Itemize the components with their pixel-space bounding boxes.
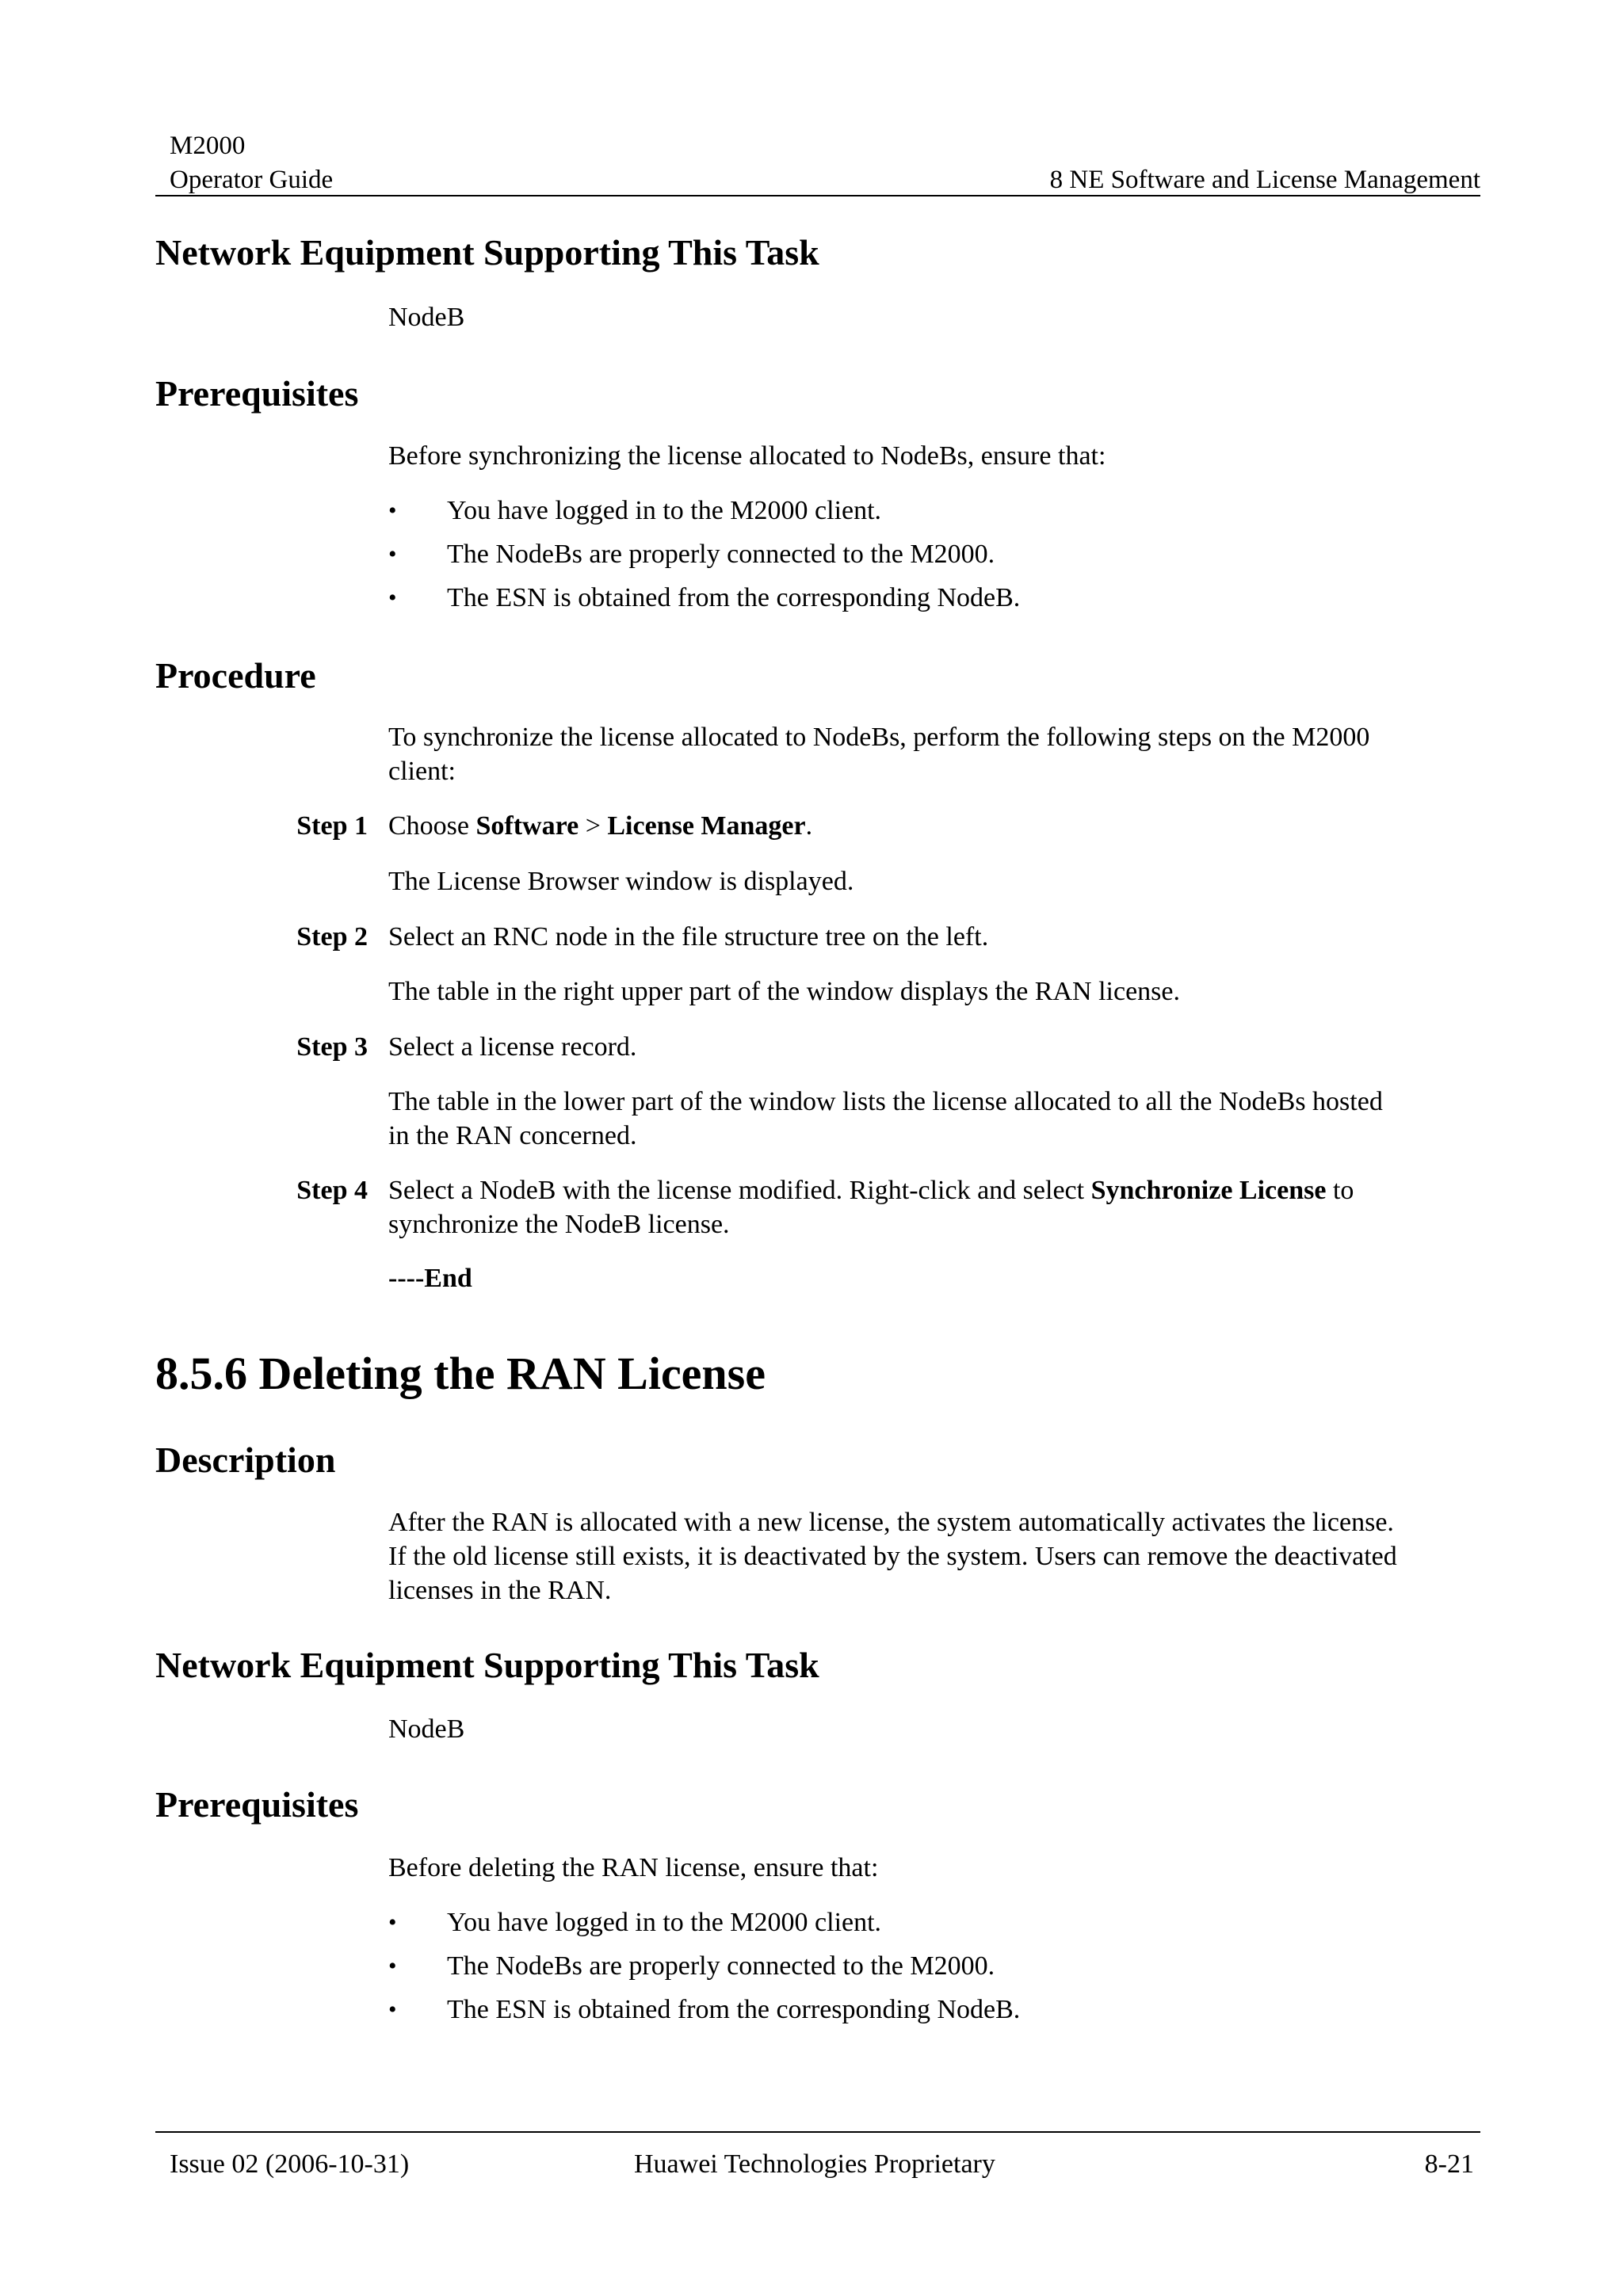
procedure-intro-line2: client: xyxy=(388,757,456,786)
footer-proprietary: Huawei Technologies Proprietary xyxy=(634,2149,995,2179)
end-marker: ----End xyxy=(388,1264,472,1293)
bullet-icon: • xyxy=(388,541,397,567)
step-4-line2: synchronize the NodeB license. xyxy=(388,1210,730,1239)
header-doc-title: Operator Guide xyxy=(170,166,334,194)
procedure-intro-line1: To synchronize the license allocated to NodeBs, perform the following steps on the M2000 xyxy=(388,723,1370,752)
heading-prerequisites: Prerequisites xyxy=(155,1784,359,1825)
step-3-result-line2: in the RAN concerned. xyxy=(388,1121,637,1150)
list-item-text: The ESN is obtained from the corresponding NodeB. xyxy=(447,583,1021,612)
header-product: M2000 xyxy=(170,132,246,160)
step-2-text: Select an RNC node in the file structure tree on the left. xyxy=(388,922,989,952)
step-label: Step 1 xyxy=(296,811,368,841)
footer-rule xyxy=(155,2131,1480,2133)
footer-issue: Issue 02 (2006-10-31) xyxy=(170,2149,410,2179)
list-item-text: You have logged in to the M2000 client. xyxy=(447,1908,882,1937)
header-rule xyxy=(155,195,1480,196)
list-item-text: The NodeBs are properly connected to the M2000. xyxy=(447,540,995,569)
network-equipment-value: NodeB xyxy=(388,1714,465,1744)
heading-description: Description xyxy=(155,1440,336,1480)
bullet-icon: • xyxy=(388,1909,397,1936)
step-text-suffix: to xyxy=(1326,1176,1354,1205)
bullet-icon: • xyxy=(388,1953,397,1979)
heading-prerequisites: Prerequisites xyxy=(155,373,359,414)
section-title: 8.5.6 Deleting the RAN License xyxy=(155,1348,766,1399)
heading-procedure: Procedure xyxy=(155,655,316,696)
step-text: Select a NodeB with the license modified. Right-click and select xyxy=(388,1176,1091,1205)
list-item-text: You have logged in to the M2000 client. xyxy=(447,496,882,525)
prereq-intro: Before deleting the RAN license, ensure that: xyxy=(388,1853,879,1882)
step-text-suffix: . xyxy=(805,811,813,841)
list-item-text: The NodeBs are properly connected to the M2000. xyxy=(447,1951,995,1981)
bullet-icon: • xyxy=(388,1997,397,2023)
menu-software: Software xyxy=(475,811,579,841)
step-1-text xyxy=(388,810,1474,843)
heading-network-equipment: Network Equipment Supporting This Task xyxy=(155,232,819,273)
step-2-result: The table in the right upper part of the window displays the RAN license. xyxy=(388,977,1180,1006)
step-label: Step 3 xyxy=(296,1032,368,1062)
prereq-intro: Before synchronizing the license allocated to NodeBs, ensure that: xyxy=(388,441,1106,471)
menu-synchronize-license: Synchronize License xyxy=(1090,1176,1327,1205)
description-line1: After the RAN is allocated with a new license, the system automatically activates the license. xyxy=(388,1508,1394,1537)
step-1-result: The License Browser window is displayed. xyxy=(388,867,854,896)
bullet-icon: • xyxy=(388,498,397,524)
menu-separator: > xyxy=(579,811,608,841)
heading-network-equipment: Network Equipment Supporting This Task xyxy=(155,1645,819,1685)
menu-license-manager: License Manager xyxy=(607,811,806,841)
header-chapter: 8 NE Software and License Management xyxy=(1049,166,1480,194)
step-label: Step 4 xyxy=(296,1176,368,1205)
step-4-text xyxy=(388,1174,1474,1207)
network-equipment-value: NodeB xyxy=(388,303,465,332)
step-text: Choose xyxy=(388,811,476,841)
step-3-text: Select a license record. xyxy=(388,1032,637,1062)
step-3-result-line1: The table in the lower part of the window lists the license allocated to all the NodeBs hosted xyxy=(388,1087,1383,1116)
step-label: Step 2 xyxy=(296,922,368,952)
list-item-text: The ESN is obtained from the corresponding NodeB. xyxy=(447,1995,1021,2024)
bullet-icon: • xyxy=(388,585,397,611)
description-line3: licenses in the RAN. xyxy=(388,1576,612,1605)
footer-page-number: 8-21 xyxy=(1424,2149,1474,2179)
description-line2: If the old license still exists, it is deactivated by the system. Users can remove the deactivated xyxy=(388,1542,1397,1571)
